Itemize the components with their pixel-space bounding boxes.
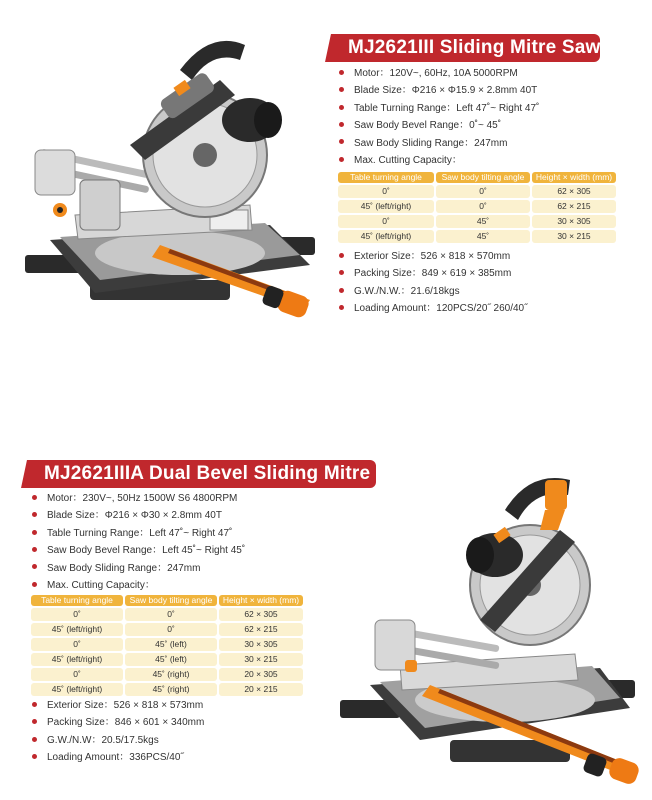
cell: 45˚ (right) [125, 683, 217, 696]
table-row [31, 608, 303, 621]
spec-exterior-size: Exterior Size：526 × 818 × 570mm [339, 248, 527, 265]
bullet-icon [32, 547, 37, 552]
bullet-icon [32, 754, 37, 759]
spec-motor: Motor：230V~, 50Hz 1500W S6 4800RPM [32, 490, 245, 507]
bullet-icon [32, 512, 37, 517]
cell: 45˚ (right) [125, 668, 217, 681]
bullet-icon [32, 564, 37, 569]
spec-bevel-range: Saw Body Bevel Range：0˚~ 45˚ [339, 117, 539, 134]
product-title: MJ2621IIIA Dual Bevel Sliding Mitre Saw [30, 460, 376, 488]
bullet-icon [339, 305, 344, 310]
spec-packing-size: Packing Size：849 × 619 × 385mm [339, 265, 527, 282]
spec-max-cutting-capacity: Max. Cutting Capacity： [339, 152, 539, 169]
cell: 62 × 305 [532, 185, 616, 198]
spec-packing-size: Packing Size：846 × 601 × 340mm [32, 714, 204, 731]
cell: 45˚ (left) [125, 653, 217, 666]
cell: 62 × 215 [532, 200, 616, 213]
cell: 0˚ [436, 185, 530, 198]
table-row [31, 653, 303, 666]
table-row [31, 683, 303, 696]
cell: 45˚ (left/right) [338, 230, 434, 243]
header-height-width: Height × width (mm) [219, 595, 303, 606]
spec-blade-size: Blade Size：Φ216 × Φ30 × 2.8mm 40T [32, 507, 245, 524]
cutting-capacity-table [336, 170, 618, 245]
product-title: MJ2621III Sliding Mitre Saw [334, 34, 600, 62]
header-table-turning-angle: Table turning angle [338, 172, 434, 183]
spec-list [339, 65, 539, 169]
cell: 30 × 215 [219, 653, 303, 666]
bullet-icon [339, 87, 344, 92]
header-height-width: Height × width (mm) [532, 172, 616, 183]
cell: 45˚ (left/right) [31, 653, 123, 666]
cell: 30 × 305 [532, 215, 616, 228]
spec-max-cutting-capacity: Max. Cutting Capacity： [32, 577, 245, 594]
spec-sliding-range: Saw Body Sliding Range：247mm [32, 560, 245, 577]
bullet-icon [339, 122, 344, 127]
dual-bevel-mitre-saw-image [330, 470, 645, 790]
header-saw-body-tilting-angle: Saw body tilting angle [125, 595, 217, 606]
cell: 0˚ [125, 608, 217, 621]
cell: 0˚ [436, 200, 530, 213]
cutting-capacity-table [29, 593, 305, 698]
bullet-icon [32, 582, 37, 587]
cell: 45˚ [436, 215, 530, 228]
cell: 0˚ [31, 608, 123, 621]
bullet-icon [32, 702, 37, 707]
bullet-icon [339, 139, 344, 144]
cell: 45˚ [436, 230, 530, 243]
cell: 62 × 215 [219, 623, 303, 636]
bullet-icon [32, 495, 37, 500]
packing-spec-list [32, 697, 204, 767]
cell: 45˚ (left) [125, 638, 217, 651]
table-row [31, 638, 303, 651]
bullet-icon [339, 157, 344, 162]
table-row [31, 623, 303, 636]
bullet-icon [32, 530, 37, 535]
table-header-row [338, 172, 616, 183]
cell: 20 × 305 [219, 668, 303, 681]
bullet-icon [339, 270, 344, 275]
cell: 0˚ [31, 668, 123, 681]
cell: 0˚ [125, 623, 217, 636]
bullet-icon [32, 737, 37, 742]
cell: 45˚ (left/right) [31, 623, 123, 636]
table-header-row [31, 595, 303, 606]
spec-motor: Motor：120V~, 60Hz, 10A 5000RPM [339, 65, 539, 82]
table-row [31, 668, 303, 681]
table-row [338, 215, 616, 228]
cell: 45˚ (left/right) [338, 200, 434, 213]
table-row [338, 200, 616, 213]
spec-sliding-range: Saw Body Sliding Range：247mm [339, 135, 539, 152]
header-saw-body-tilting-angle: Saw body tilting angle [436, 172, 530, 183]
table-row [338, 185, 616, 198]
cell: 30 × 215 [532, 230, 616, 243]
spec-exterior-size: Exterior Size：526 × 818 × 573mm [32, 697, 204, 714]
bullet-icon [32, 719, 37, 724]
sliding-mitre-saw-image [20, 25, 325, 325]
spec-blade-size: Blade Size：Φ216 × Φ15.9 × 2.8mm 40T [339, 82, 539, 99]
spec-weight: G.W./N.W.：21.6/18kgs [339, 283, 527, 300]
cell: 0˚ [338, 215, 434, 228]
bullet-icon [339, 288, 344, 293]
cell: 0˚ [338, 185, 434, 198]
header-table-turning-angle: Table turning angle [31, 595, 123, 606]
spec-loading-amount: Loading Amount：120PCS/20˝ 260/40˝ [339, 300, 527, 317]
cell: 62 × 305 [219, 608, 303, 621]
cell: 45˚ (left/right) [31, 683, 123, 696]
packing-spec-list [339, 248, 527, 318]
spec-table-turning-range: Table Turning Range：Left 47˚~ Right 47˚ [32, 525, 245, 542]
bullet-icon [339, 253, 344, 258]
bullet-icon [339, 70, 344, 75]
spec-loading-amount: Loading Amount：336PCS/40˝ [32, 749, 204, 766]
table-row [338, 230, 616, 243]
cell: 30 × 305 [219, 638, 303, 651]
spec-list [32, 490, 245, 594]
bullet-icon [339, 105, 344, 110]
spec-bevel-range: Saw Body Bevel Range：Left 45˚~ Right 45˚ [32, 542, 245, 559]
cell: 0˚ [31, 638, 123, 651]
spec-table-turning-range: Table Turning Range：Left 47˚~ Right 47˚ [339, 100, 539, 117]
spec-weight: G.W./N.W：20.5/17.5kgs [32, 732, 204, 749]
cell: 20 × 215 [219, 683, 303, 696]
